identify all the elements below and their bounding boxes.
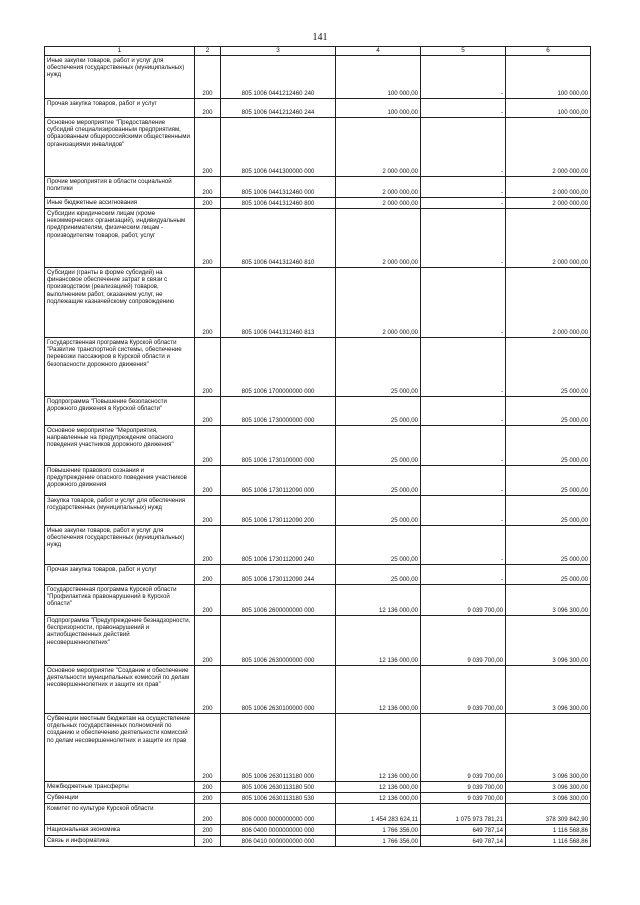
row-code: 200 — [195, 99, 221, 118]
row-value-6: 2 000 000,00 — [506, 268, 591, 338]
table-row — [45, 714, 591, 782]
row-value-4: 1 454 283 624,11 — [336, 804, 421, 825]
row-name: Иные закупки товаров, работ и услуг для обеспечения государственных (муниципальных) нужд — [45, 526, 195, 565]
row-value-6: 1 116 568,86 — [506, 836, 591, 847]
row-code: 200 — [195, 466, 221, 496]
row-kbk: 805 1006 0441300000 000 — [221, 118, 336, 177]
table-row — [45, 338, 591, 397]
table-row — [45, 782, 591, 793]
row-value-6: 100 000,00 — [506, 56, 591, 99]
row-name: Государственная программа Курской области "Профилактика правонарушений в Курской области" — [45, 585, 195, 616]
row-code: 200 — [195, 338, 221, 397]
row-value-6: 100 000,00 — [506, 99, 591, 118]
table-row — [45, 526, 591, 565]
column-header: 2 — [195, 47, 221, 56]
row-code: 200 — [195, 268, 221, 338]
table-row — [45, 209, 591, 268]
row-value-4: 100 000,00 — [336, 56, 421, 99]
row-value-6: 25 000,00 — [506, 338, 591, 397]
row-value-4: 12 136 000,00 — [336, 782, 421, 793]
row-code: 200 — [195, 177, 221, 198]
row-value-6: 25 000,00 — [506, 496, 591, 526]
row-name: Прочие мероприятия в области социальной политики — [45, 177, 195, 198]
row-value-5: 649 787,14 — [421, 836, 506, 847]
row-value-4: 25 000,00 — [336, 397, 421, 426]
row-name: Основное мероприятие "Мероприятия, направленные на предупреждение опасного поведения участников дорожного движения" — [45, 426, 195, 466]
row-value-5: 9 039 700,00 — [421, 666, 506, 714]
row-kbk: 805 1006 1730112090 000 — [221, 466, 336, 496]
row-code: 200 — [195, 666, 221, 714]
row-code: 200 — [195, 714, 221, 782]
row-value-6: 25 000,00 — [506, 397, 591, 426]
row-value-5: - — [421, 397, 506, 426]
row-value-4: 25 000,00 — [336, 338, 421, 397]
row-kbk: 805 1006 0441312460 000 — [221, 177, 336, 198]
row-value-5: 649 787,14 — [421, 825, 506, 836]
row-value-5: - — [421, 99, 506, 118]
column-header: 5 — [421, 47, 506, 56]
row-kbk: 805 1006 0441212460 240 — [221, 56, 336, 99]
table-row — [45, 56, 591, 99]
table-row — [45, 616, 591, 666]
row-value-6: 3 096 300,00 — [506, 782, 591, 793]
row-name: Субвенции местным бюджетам на осуществление отдельных государственных полномочий по созданию и обеспечению деятельности комиссий по делам несовершеннолетних и защите их прав — [45, 714, 195, 782]
row-value-6: 2 000 000,00 — [506, 198, 591, 209]
column-header: 3 — [221, 47, 336, 56]
row-name: Повышение правового сознания и предупреждение опасного поведения участников дорожного движения — [45, 466, 195, 496]
row-kbk: 805 1006 1730100000 000 — [221, 426, 336, 466]
table-row — [45, 118, 591, 177]
table-row — [45, 585, 591, 616]
row-value-4: 12 136 000,00 — [336, 714, 421, 782]
table-row — [45, 99, 591, 118]
table-row — [45, 426, 591, 466]
row-code: 200 — [195, 209, 221, 268]
row-kbk: 805 1006 0441312460 800 — [221, 198, 336, 209]
row-code: 200 — [195, 426, 221, 466]
row-kbk: 806 0410 0000000000 000 — [221, 836, 336, 847]
row-name: Государственная программа Курской области "Развитие транспортной системы, обеспечение перевозки пассажиров в Курской области и безопасности дорожного движения" — [45, 338, 195, 397]
row-value-4: 25 000,00 — [336, 466, 421, 496]
column-header: 6 — [506, 47, 591, 56]
row-value-4: 12 136 000,00 — [336, 585, 421, 616]
row-name: Прочая закупка товаров, работ и услуг — [45, 565, 195, 585]
row-value-4: 2 000 000,00 — [336, 268, 421, 338]
row-value-6: 2 000 000,00 — [506, 209, 591, 268]
page-number: 141 — [312, 32, 328, 43]
table-row — [45, 496, 591, 526]
row-kbk: 805 1006 1730112090 240 — [221, 526, 336, 565]
row-name: Подпрограмма "Повышение безопасности дорожного движения в Курской области" — [45, 397, 195, 426]
row-name: Субсидии (гранты в форме субсидий) на финансовое обеспечение затрат в связи с производством (реализацией) товаров, выполнением работ, оказанием услуг, не подлежащие казначейскому сопровождению — [45, 268, 195, 338]
row-value-4: 12 136 000,00 — [336, 616, 421, 666]
table-row — [45, 836, 591, 847]
row-name: Основное мероприятие "Создание и обеспечение деятельности муниципальных комиссий по делам несовершеннолетних и защите их прав" — [45, 666, 195, 714]
row-value-5: - — [421, 177, 506, 198]
table-row — [45, 804, 591, 825]
row-kbk: 805 1006 1700000000 000 — [221, 338, 336, 397]
row-code: 200 — [195, 526, 221, 565]
row-value-6: 3 096 300,00 — [506, 585, 591, 616]
row-value-4: 2 000 000,00 — [336, 177, 421, 198]
row-value-4: 12 136 000,00 — [336, 793, 421, 804]
row-kbk: 805 1006 2630113180 000 — [221, 714, 336, 782]
row-name: Связь и информатика — [45, 836, 195, 847]
table-row — [45, 397, 591, 426]
row-value-6: 25 000,00 — [506, 466, 591, 496]
row-value-5: 9 039 700,00 — [421, 616, 506, 666]
table-row — [45, 666, 591, 714]
row-kbk: 805 1006 2630000000 000 — [221, 616, 336, 666]
row-name: Иные бюджетные ассигнования — [45, 198, 195, 209]
row-value-5: - — [421, 268, 506, 338]
row-value-6: 2 000 000,00 — [506, 118, 591, 177]
row-code: 200 — [195, 836, 221, 847]
table-row — [45, 177, 591, 198]
row-name: Субвенции — [45, 793, 195, 804]
row-value-6: 378 309 842,90 — [506, 804, 591, 825]
row-value-4: 25 000,00 — [336, 426, 421, 466]
row-value-5: - — [421, 496, 506, 526]
row-value-5: - — [421, 466, 506, 496]
row-code: 200 — [195, 793, 221, 804]
row-value-4: 1 766 356,00 — [336, 825, 421, 836]
row-kbk: 805 1006 1730112090 200 — [221, 496, 336, 526]
row-value-4: 1 766 356,00 — [336, 836, 421, 847]
table-row — [45, 793, 591, 804]
row-value-5: - — [421, 426, 506, 466]
row-name: Комитет по культуре Курской области — [45, 804, 195, 825]
row-name: Прочая закупка товаров, работ и услуг — [45, 99, 195, 118]
row-code: 200 — [195, 585, 221, 616]
row-value-6: 3 096 300,00 — [506, 616, 591, 666]
row-value-6: 3 096 300,00 — [506, 666, 591, 714]
column-header: 4 — [336, 47, 421, 56]
row-value-5: - — [421, 565, 506, 585]
row-name: Основное мероприятие "Предоставление субсидий специализированным предприятиям, образованным общероссийскими общественными организациями инвалидов" — [45, 118, 195, 177]
row-name: Подпрограмма "Предупреждение безнадзорности, беспризорности, правонарушений и антиобщественных действий несовершеннолетних" — [45, 616, 195, 666]
row-value-5: 9 039 700,00 — [421, 793, 506, 804]
row-kbk: 806 0000 0000000000 000 — [221, 804, 336, 825]
row-value-4: 25 000,00 — [336, 496, 421, 526]
column-header: 1 — [45, 47, 195, 56]
row-value-6: 2 000 000,00 — [506, 177, 591, 198]
row-value-6: 3 096 300,00 — [506, 714, 591, 782]
row-value-5: 9 039 700,00 — [421, 782, 506, 793]
row-kbk: 805 1006 2630113180 500 — [221, 782, 336, 793]
header-row — [45, 47, 591, 56]
row-code: 200 — [195, 118, 221, 177]
row-name: Межбюджетные трансферты — [45, 782, 195, 793]
row-value-4: 12 136 000,00 — [336, 666, 421, 714]
row-value-6: 3 096 300,00 — [506, 793, 591, 804]
row-kbk: 805 1006 0441312460 813 — [221, 268, 336, 338]
budget-table — [44, 46, 591, 847]
row-code: 200 — [195, 198, 221, 209]
table-row — [45, 268, 591, 338]
row-kbk: 805 1006 2600000000 000 — [221, 585, 336, 616]
row-value-4: 25 000,00 — [336, 565, 421, 585]
row-kbk: 806 0400 0000000000 000 — [221, 825, 336, 836]
row-value-5: 9 039 700,00 — [421, 714, 506, 782]
row-name: Иные закупки товаров, работ и услуг для обеспечения государственных (муниципальных) нужд — [45, 56, 195, 99]
row-value-4: 2 000 000,00 — [336, 198, 421, 209]
row-value-5: 1 075 973 781,21 — [421, 804, 506, 825]
table-row — [45, 198, 591, 209]
row-value-6: 1 116 568,86 — [506, 825, 591, 836]
row-value-6: 25 000,00 — [506, 526, 591, 565]
row-code: 200 — [195, 397, 221, 426]
row-code: 200 — [195, 782, 221, 793]
row-value-5: - — [421, 198, 506, 209]
row-kbk: 805 1006 1730112090 244 — [221, 565, 336, 585]
row-value-5: 9 039 700,00 — [421, 585, 506, 616]
row-value-6: 25 000,00 — [506, 565, 591, 585]
row-kbk: 805 1006 2630100000 000 — [221, 666, 336, 714]
table-row — [45, 825, 591, 836]
row-value-5: - — [421, 526, 506, 565]
row-kbk: 805 1006 0441312460 810 — [221, 209, 336, 268]
row-kbk: 805 1006 0441212460 244 — [221, 99, 336, 118]
table-row — [45, 565, 591, 585]
row-name: Закупка товаров, работ и услуг для обеспечения государственных (муниципальных) нужд — [45, 496, 195, 526]
row-kbk: 805 1006 1730000000 000 — [221, 397, 336, 426]
row-code: 200 — [195, 565, 221, 585]
row-code: 200 — [195, 804, 221, 825]
row-code: 200 — [195, 616, 221, 666]
row-value-5: - — [421, 209, 506, 268]
row-code: 200 — [195, 825, 221, 836]
row-value-5: - — [421, 338, 506, 397]
row-value-4: 2 000 000,00 — [336, 118, 421, 177]
row-name: Национальная экономика — [45, 825, 195, 836]
row-kbk: 805 1006 2630113180 530 — [221, 793, 336, 804]
row-value-4: 25 000,00 — [336, 526, 421, 565]
row-code: 200 — [195, 496, 221, 526]
row-value-6: 25 000,00 — [506, 426, 591, 466]
row-code: 200 — [195, 56, 221, 99]
table-row — [45, 466, 591, 496]
row-value-4: 2 000 000,00 — [336, 209, 421, 268]
row-value-4: 100 000,00 — [336, 99, 421, 118]
row-name: Субсидии юридическим лицам (кроме некоммерческих организаций), индивидуальным предпринимателям, физическим лицам - производителям товаров, работ, услуг — [45, 209, 195, 268]
row-value-5: - — [421, 118, 506, 177]
row-value-5: - — [421, 56, 506, 99]
